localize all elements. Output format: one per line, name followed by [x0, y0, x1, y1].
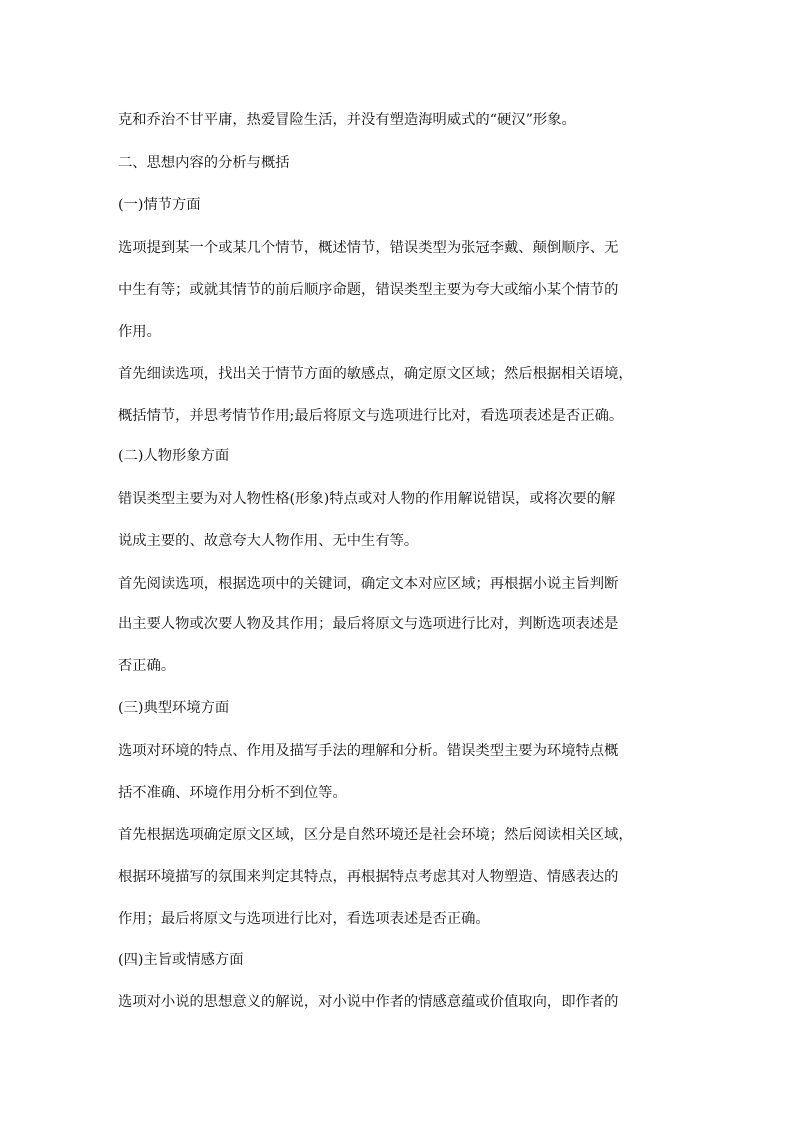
text-line: 选项对小说的思想意义的解说，对小说中作者的情感意蕴或价值取向，即作者的: [118, 994, 619, 1010]
text-line: 作用。: [118, 324, 161, 340]
text-line: 否正确。: [118, 658, 176, 674]
text-line: 选项对环境的特点、作用及描写手法的理解和分析。错误类型主要为环境特点概: [118, 743, 619, 759]
text-line: 根据环境描写的氛围来判定其特点，再根据特点考虑其对人物塑造、情感表达的: [118, 869, 619, 885]
text-line: 首先阅读选项，根据选项中的关键词，确定文本对应区域；再根据小说主旨判断: [118, 576, 619, 592]
text-line: 概括情节，并思考情节作用;最后将原文与选项进行比对，看选项表述是否正确。: [118, 408, 624, 424]
subsection-heading: (一)情节方面: [118, 197, 201, 213]
text-line: 克和乔治不甘平庸，热爱冒险生活，并没有塑造海明威式的“硬汉”形象。: [118, 112, 576, 128]
text-line: 首先根据选项确定原文区域，区分是自然环境还是社会环境；然后阅读相关区域，: [118, 827, 633, 843]
subsection-heading: (二)人物形象方面: [118, 448, 230, 464]
text-line: 括不准确、环境作用分析不到位等。: [118, 785, 347, 801]
text-line: 选项提到某一个或某几个情节，概述情节，错误类型为张冠李戴、颠倒顺序、无: [118, 240, 619, 256]
text-line: 作用；最后将原文与选项进行比对，看选项表述是否正确。: [118, 911, 490, 927]
section-heading: 二、思想内容的分析与概括: [118, 155, 290, 171]
text-line: 首先细读选项，找出关于情节方面的敏感点，确定原文区域；然后根据相关语境，: [118, 366, 633, 382]
text-line: 出主要人物或次要人物及其作用；最后将原文与选项进行比对，判断选项表述是: [118, 616, 619, 632]
text-line: 说成主要的、故意夸大人物作用、无中生有等。: [118, 533, 419, 549]
text-line: 错误类型主要为对人物性格(形象)特点或对人物的作用解说错误，或将次要的解: [118, 491, 616, 507]
text-line: 中生有等；或就其情节的前后顺序命题，错误类型主要为夸大或缩小某个情节的: [118, 282, 619, 298]
subsection-heading: (三)典型环境方面: [118, 700, 230, 716]
subsection-heading: (四)主旨或情感方面: [118, 952, 244, 968]
